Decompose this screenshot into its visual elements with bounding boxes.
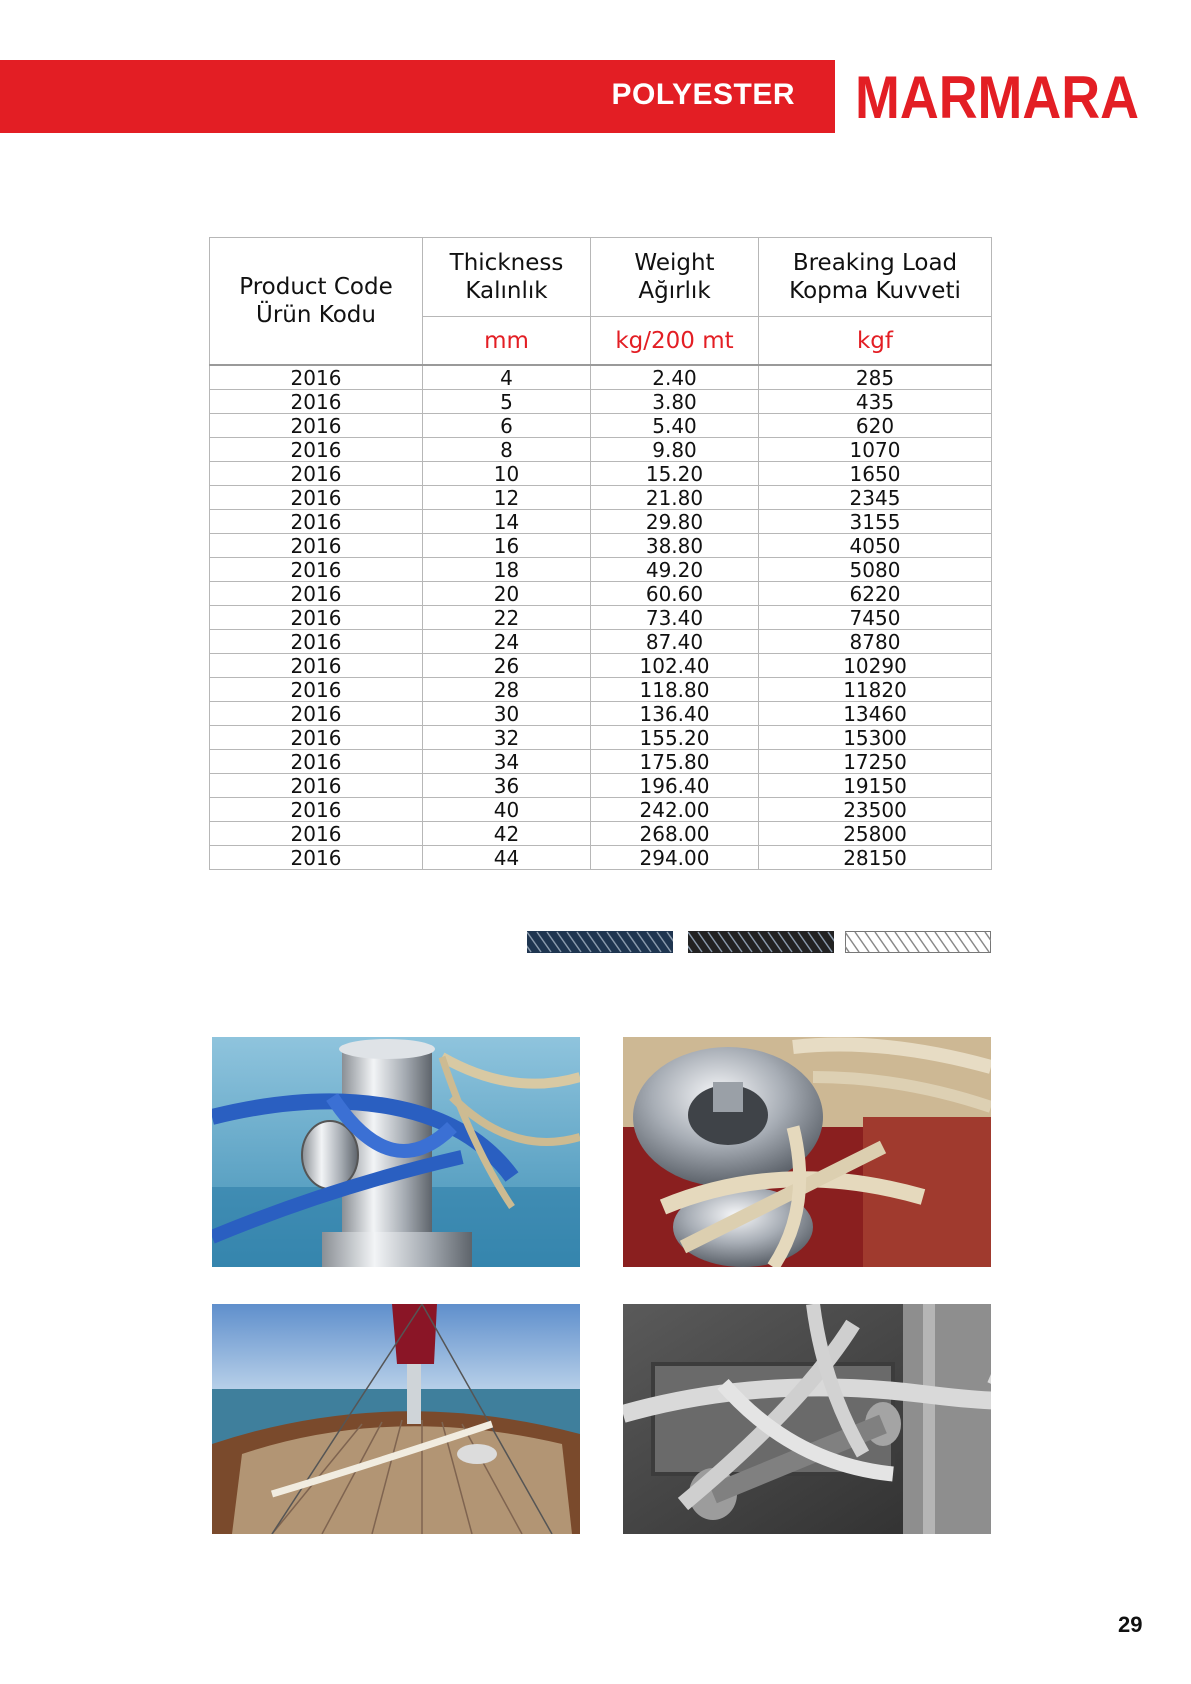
spec-table-body — [210, 365, 992, 870]
rope-swatch-black — [688, 931, 834, 953]
table-cell: 23500 — [759, 798, 992, 822]
table-cell: 36 — [423, 774, 591, 798]
table-cell: 40 — [423, 798, 591, 822]
table-cell: 14 — [423, 510, 591, 534]
table-cell: 29.80 — [591, 510, 759, 534]
table-cell: 2016 — [210, 534, 423, 558]
table-cell: 2345 — [759, 486, 992, 510]
table-row — [210, 534, 992, 558]
brand-wordmark: MARMARA — [855, 64, 1139, 130]
photo-sailboat-deck — [212, 1304, 580, 1534]
table-cell: 2016 — [210, 750, 423, 774]
header-line: Weight — [634, 250, 715, 276]
table-cell: 4 — [423, 365, 591, 390]
table-cell: 2016 — [210, 678, 423, 702]
table-cell: 18 — [423, 558, 591, 582]
table-cell: 2016 — [210, 654, 423, 678]
table-cell: 5 — [423, 390, 591, 414]
table-cell: 20 — [423, 582, 591, 606]
table-cell: 60.60 — [591, 582, 759, 606]
table-cell: 73.40 — [591, 606, 759, 630]
table-cell: 2016 — [210, 702, 423, 726]
column-header-weight — [591, 238, 759, 317]
table-cell: 2.40 — [591, 365, 759, 390]
table-cell: 16 — [423, 534, 591, 558]
table-cell: 32 — [423, 726, 591, 750]
table-cell: 4050 — [759, 534, 992, 558]
table-cell: 25800 — [759, 822, 992, 846]
table-cell: 294.00 — [591, 846, 759, 870]
unit-weight: kg/200 mt — [591, 317, 759, 366]
table-row — [210, 486, 992, 510]
header-line: Kopma Kuvveti — [789, 278, 961, 304]
table-cell: 2016 — [210, 486, 423, 510]
header-line: Ağırlık — [638, 278, 711, 304]
table-row — [210, 462, 992, 486]
table-cell: 2016 — [210, 630, 423, 654]
table-cell: 5080 — [759, 558, 992, 582]
table-row — [210, 726, 992, 750]
table-cell: 21.80 — [591, 486, 759, 510]
table-cell: 30 — [423, 702, 591, 726]
table-row — [210, 822, 992, 846]
table-cell: 1650 — [759, 462, 992, 486]
unit-breaking-load: kgf — [759, 317, 992, 366]
column-header-thickness — [423, 238, 591, 317]
table-cell: 49.20 — [591, 558, 759, 582]
table-row — [210, 558, 992, 582]
photo-rope-cleat-bw — [623, 1304, 991, 1534]
table-cell: 13460 — [759, 702, 992, 726]
header-line: Kalınlık — [465, 278, 548, 304]
table-row — [210, 774, 992, 798]
table-cell: 2016 — [210, 606, 423, 630]
table-cell: 435 — [759, 390, 992, 414]
table-row — [210, 510, 992, 534]
brand-logo-graphic — [852, 62, 1142, 130]
table-cell: 136.40 — [591, 702, 759, 726]
table-cell: 22 — [423, 606, 591, 630]
table-cell: 620 — [759, 414, 992, 438]
column-header-product-code — [210, 238, 423, 366]
unit-thickness: mm — [423, 317, 591, 366]
table-cell: 175.80 — [591, 750, 759, 774]
table-cell: 285 — [759, 365, 992, 390]
table-cell: 1070 — [759, 438, 992, 462]
page-title: POLYESTER — [611, 78, 795, 111]
header-line: Product Code — [239, 274, 393, 300]
table-cell: 8780 — [759, 630, 992, 654]
table-cell: 268.00 — [591, 822, 759, 846]
table-row — [210, 390, 992, 414]
table-cell: 3155 — [759, 510, 992, 534]
table-cell: 10290 — [759, 654, 992, 678]
page-number: 29 — [1118, 1612, 1143, 1637]
spec-table — [209, 237, 992, 870]
table-cell: 34 — [423, 750, 591, 774]
rope-swatch-graphic — [688, 931, 834, 953]
photo-rope-winch — [623, 1037, 991, 1267]
table-cell: 5.40 — [591, 414, 759, 438]
table-cell: 155.20 — [591, 726, 759, 750]
table-cell: 2016 — [210, 462, 423, 486]
table-row — [210, 606, 992, 630]
table-cell: 6 — [423, 414, 591, 438]
table-cell: 8 — [423, 438, 591, 462]
table-cell: 102.40 — [591, 654, 759, 678]
table-cell: 7450 — [759, 606, 992, 630]
table-cell: 2016 — [210, 846, 423, 870]
table-row — [210, 750, 992, 774]
photo-blue-rope-bollard — [212, 1037, 580, 1267]
table-row — [210, 846, 992, 870]
table-cell: 2016 — [210, 558, 423, 582]
header-line: Ürün Kodu — [256, 302, 376, 328]
table-cell: 87.40 — [591, 630, 759, 654]
table-row — [210, 702, 992, 726]
table-cell: 15300 — [759, 726, 992, 750]
table-cell: 118.80 — [591, 678, 759, 702]
table-cell: 42 — [423, 822, 591, 846]
table-row — [210, 630, 992, 654]
table-cell: 26 — [423, 654, 591, 678]
table-cell: 19150 — [759, 774, 992, 798]
table-cell: 10 — [423, 462, 591, 486]
column-header-breaking-load — [759, 238, 992, 317]
table-row — [210, 365, 992, 390]
table-cell: 2016 — [210, 510, 423, 534]
table-cell: 2016 — [210, 438, 423, 462]
table-cell: 2016 — [210, 365, 423, 390]
table-cell: 38.80 — [591, 534, 759, 558]
brand-logo — [852, 62, 1142, 130]
table-cell: 2016 — [210, 774, 423, 798]
table-cell: 12 — [423, 486, 591, 510]
table-cell: 2016 — [210, 414, 423, 438]
table-row — [210, 654, 992, 678]
table-cell: 196.40 — [591, 774, 759, 798]
header-bar — [0, 60, 835, 133]
table-cell: 15.20 — [591, 462, 759, 486]
table-row — [210, 414, 992, 438]
header-line: Thickness — [449, 250, 564, 276]
table-cell: 2016 — [210, 798, 423, 822]
table-cell: 11820 — [759, 678, 992, 702]
table-cell: 2016 — [210, 582, 423, 606]
rope-swatch-graphic — [845, 931, 991, 953]
table-row — [210, 798, 992, 822]
table-cell: 242.00 — [591, 798, 759, 822]
table-cell: 2016 — [210, 726, 423, 750]
table-cell: 2016 — [210, 822, 423, 846]
table-cell: 24 — [423, 630, 591, 654]
table-cell: 3.80 — [591, 390, 759, 414]
rope-swatch-graphic — [527, 931, 673, 953]
table-cell: 44 — [423, 846, 591, 870]
table-cell: 9.80 — [591, 438, 759, 462]
table-cell: 17250 — [759, 750, 992, 774]
table-row — [210, 582, 992, 606]
table-cell: 28 — [423, 678, 591, 702]
rope-swatch-navy — [527, 931, 673, 953]
table-row — [210, 678, 992, 702]
header-line: Breaking Load — [792, 250, 958, 276]
table-row — [210, 438, 992, 462]
table-cell: 6220 — [759, 582, 992, 606]
table-cell: 28150 — [759, 846, 992, 870]
rope-swatch-white — [845, 931, 991, 953]
table-cell: 2016 — [210, 390, 423, 414]
